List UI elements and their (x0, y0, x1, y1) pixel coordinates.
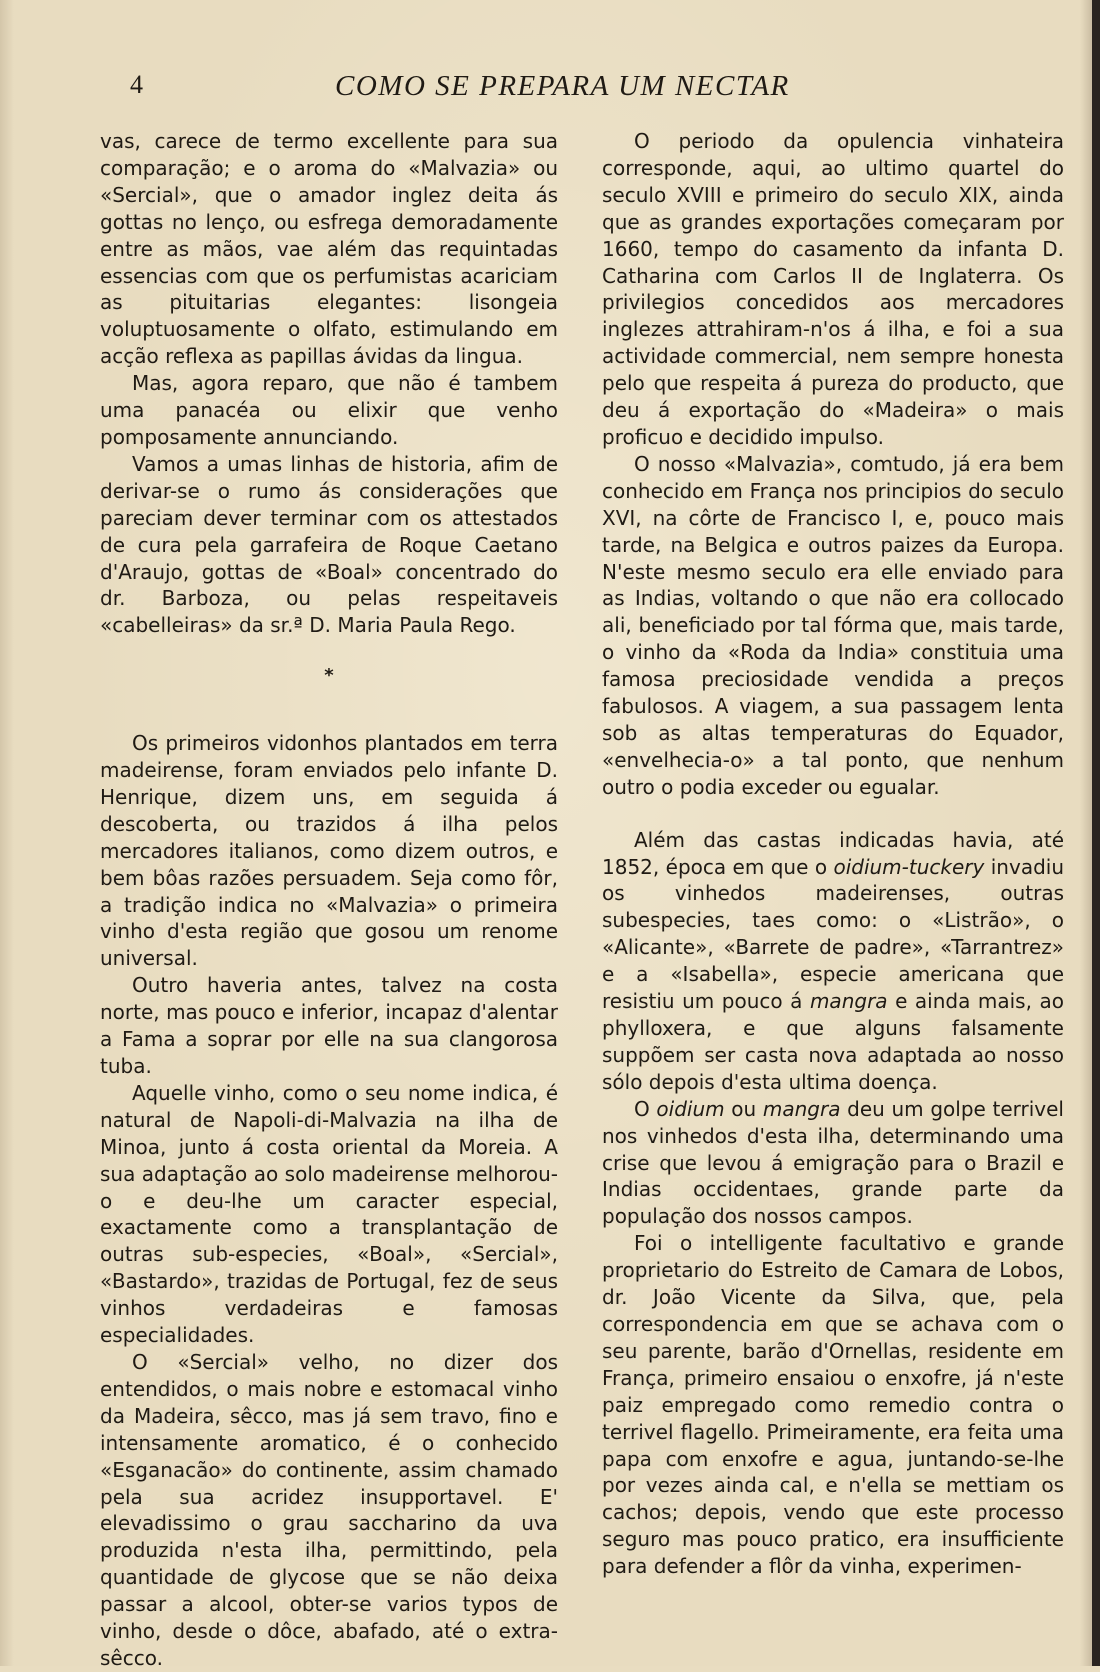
section-separator: * (324, 665, 334, 687)
text-run: O (634, 1096, 657, 1121)
paragraph (602, 827, 1064, 1096)
right-column (602, 128, 1064, 1580)
paragraph: vas, carece de termo excellente para sua comparação; e o aroma do «Malvazia» ou «Sercial», que o amador inglez deita ás gottas no lenço, ou esfrega demoradamente entre as mãos, vae além das requintadas essencias com que os perfumistas acariciam as pituitarias elegantes: lisongeia voluptuosamente o olfato, estimulando em acção reflexa as papillas ávidas da lingua. (100, 129, 558, 369)
paragraph: O «Sercial» velho, no dizer dos entendidos, o mais nobre e estomacal vinho da Madeira, sêcco, mas já sem travo, fino e intensamente aromatico, é o conhecido «Esganacão» do continente, assim chamado pela sua acridez insupportavel. E' elevadissimo o grau saccharino da uva produzida n'esta ilha, permittindo, pela quantidade de glycose que se não deixa passar a alcool, obter-se varios typos de vinho, desde o dôce, abafado, até o extra-sêcco. (100, 1349, 558, 1670)
paragraph: Outro haveria antes, talvez na costa norte, mas pouco e inferior, incapaz d'alentar a Fama a soprar por elle na sua clangorosa tuba. (100, 973, 558, 1078)
italic-term: mangra (762, 1096, 841, 1121)
italic-term: mangra (809, 989, 888, 1014)
text-run: Além das castas indicadas havia, até 1852, época em que o (602, 827, 1064, 879)
paragraph (602, 1096, 1064, 1231)
page-header (130, 70, 890, 110)
text-run: deu um golpe terrivel nos vinhedos d'esta ilha, determinando uma crise que levou á emigração para o Brazil e Indias occidentaes, grande parte da população dos nossos campos. (602, 1096, 1064, 1229)
paragraph: Os primeiros vidonhos plantados em terra madeirense, foram enviados pelo infante D. Henrique, dizem uns, em seguida á descoberta, ou trazidos á ilha pelos mercadores italianos, como dizem outros, e bem bôas razões persuadem. Seja como fôr, a tradição indica no «Malvazia» o primeira vinho d'esta região que gosou um renome universal. (100, 731, 558, 971)
paragraph: Aquelle vinho, como o seu nome indica, é natural de Napoli-di-Malvazia na ilha de Minoa, junto á costa oriental da Moreia. A sua adaptação ao solo madeirense melhorou-o e deu-lhe um caracter especial, exactamente como a transplantação de outras sub-especies, «Boal», «Sercial», «Bastardo», trazidas de Portugal, fez de seus vinhos verdadeiras e famosas especialidades. (100, 1080, 558, 1348)
text-run: e ainda mais, ao phylloxera, e que alguns falsamente suppõem ser casta nova adaptada ao nosso sólo depois d'esta ultima doença. (602, 989, 1064, 1094)
italic-term: oidium (656, 1096, 725, 1121)
text-run: ou (724, 1096, 763, 1121)
paragraph: Vamos a umas linhas de historia, afim de derivar-se o rumo ás considerações que pareciam dever terminar com os attestados de cura pela garrafeira de Roque Caetano d'Araujo, gottas de «Boal» concentrado do dr. Barboza, ou pelas respeitaveis «cabelleiras» da sr.ª D. Maria Paula Rego. (100, 451, 558, 638)
paragraph: Mas, agora reparo, que não é tambem uma panacéa ou elixir que venho pomposamente annunciando. (100, 371, 558, 449)
italic-term: oidium-tuckery (833, 854, 985, 879)
paragraph-gap (602, 801, 1064, 827)
left-column (100, 128, 558, 1672)
running-title: COMO SE PREPARA UM NECTAR (335, 70, 790, 102)
page-edge-shadow (1092, 0, 1100, 1666)
text-run: invadiu os vinhedos madeirenses, outras subespecies, taes como: o «Listrão», o «Alicante», «Barrete de padre», «Tarrantrez» e a «Isabella», especie americana que resistiu um pouco á (602, 854, 1064, 1014)
paragraph: Foi o intelligente facultativo e grande proprietario do Estreito de Camara de Lobos, dr. João Vicente da Silva, que, pela correspondencia em que se achava com o seu parente, barão d'Ornellas, residente em França, primeiro ensaiou o enxofre, já n'este paiz empregado como remedio contra o terrivel flagello. Primeiramente, era feita uma papa com enxofre e agua, juntando-se-lhe por vezes ainda cal, e n'ella se mettiam os cachos; depois, vendo que este processo seguro mas pouco pratico, era insufficiente para defender a flôr da vinha, experimen- (602, 1231, 1064, 1579)
paragraph: O periodo da opulencia vinhateira corresponde, aqui, ao ultimo quartel do seculo XVIII e primeiro do seculo XIX, ainda que as grandes exportações começaram por 1660, tempo do casamento da infanta D. Catharina com Carlos II de Inglaterra. Os privilegios concedidos aos mercadores inglezes attrahiram-n'os á ilha, e foi a sua actividade commercial, nem sempre honesta pelo que respeita á pureza do producto, que deu á exportação do «Madeira» o mais proficuo e decidido impulso. (602, 129, 1064, 449)
paragraph: O nosso «Malvazia», comtudo, já era bem conhecido em França nos principios do seculo XVI, na côrte de Francisco I, e, pouco mais tarde, na Belgica e outros paizes da Europa. N'este mesmo seculo era elle enviado para as Indias, voltando o que não era collocado ali, beneficiado por tal fórma que, mais tarde, o vinho da «Roda da India» constituia uma famosa preciosidade vendida a preços fabulosos. A viagem, a sua passagem lenta sob as altas temperaturas do Equador, «envelhecia-o» a tal ponto, que nenhum outro o podia exceder ou egualar. (602, 451, 1064, 799)
page-number: 4 (130, 70, 143, 99)
